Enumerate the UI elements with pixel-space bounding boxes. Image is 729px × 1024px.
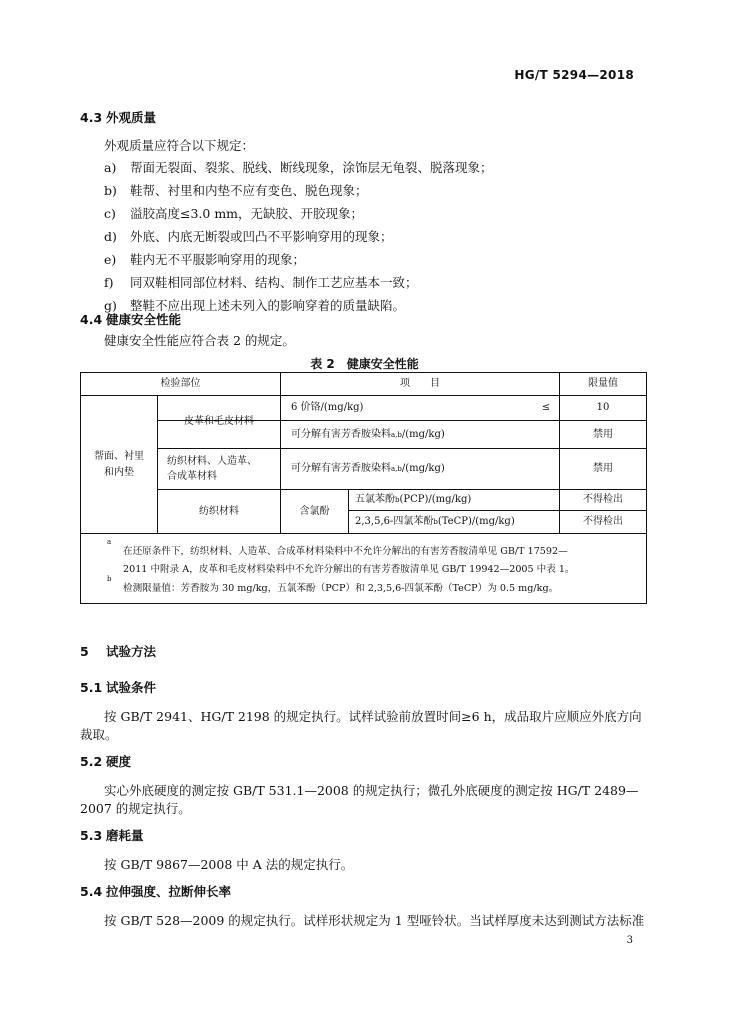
material-textile: 纺织材料 [199,505,239,517]
list-item: b) 鞋帮、衬里和内垫不应有变色、脱色现象； [104,183,368,198]
azo-item-textile: 可分解有害芳香胺染料 a,b /(mg/kg) [291,463,445,475]
table-caption: 表 2 健康安全性能 [310,357,419,371]
list-item: d) 外底、内底无断裂或凹凸不平影响穿用的现象； [104,229,393,244]
section-5-3-text: 按 GB/T 9867—2008 中 A 法的规定执行。 [104,857,354,872]
cr6-item: 6 价铬/(mg/kg) [291,402,364,414]
chlorophenol-group: 含氯酚 [299,505,330,517]
section-5-2-line2: 2007 的规定执行。 [80,801,191,816]
section-5-3-heading: 5.3 磨耗量 [80,828,144,843]
section-4-4-text: 健康安全性能应符合表 2 的规定。 [104,333,295,348]
section-4-3-intro: 外观质量应符合以下规定： [104,138,255,153]
section-5-4-heading: 5.4 拉伸强度、拉断伸长率 [80,884,232,899]
header-limit: 限量值 [588,378,618,390]
azo-limit-textile: 禁用 [593,463,613,475]
azo-limit-leather: 禁用 [593,428,613,440]
section-4-3-heading [80,108,156,126]
footnote-a-line1: 在还原条件下，纺织材料、人造革、合成革材料染料中不允许分解出的有害芳香胺清单见 GB/T 17592— [123,546,568,557]
section-4-4-heading: 4.4 健康安全性能 [80,312,182,327]
section-5-1-line2: 裁取。 [80,727,118,742]
pcp-limit: 不得检出 [583,494,623,506]
list-item: f) 同双鞋相同部位材料、结构、制作工艺应基本一致； [104,275,418,290]
header-part: 检验部位 [160,378,201,390]
material-leather: 皮革和毛皮材料 [184,416,254,428]
footnote-b-mark: b [107,574,112,583]
pcp-item: 五氯苯酚 b (PCP)/(mg/kg) [355,494,472,506]
section-5-1-line1: 按 GB/T 2941、HG/T 2198 的规定执行。试样试验前放置时间≥6 h，成品取片应顺应外底方向 [104,709,642,724]
section-5-4-text: 按 GB/T 528—2009 的规定执行。试样形状规定为 1 型哑铃状。当试样厚度未达到测试方法标准 [104,913,645,928]
standard-code: HG/T 5294—2018 [514,68,634,82]
section-number: 4.3 [80,110,103,125]
le-symbol: ≤ [541,402,551,414]
list-item: c) 溢胶高度≤3.0 mm，无缺胶、开胶现象； [104,206,364,221]
footnote-b-line: 检测限量值：芳香胺为 30 mg/kg，五氯苯酚（PCP）和 2,3,5,6-四氯苯酚（TeCP）为 0.5 mg/kg。 [123,583,559,594]
section-5-2-heading: 5.2 硬度 [80,754,132,769]
part-cell: 帮面、衬里 和内垫 [94,451,144,478]
azo-item-leather: 可分解有害芳香胺染料 a,b /(mg/kg) [291,428,445,440]
section-5-1-heading: 5.1 试验条件 [80,680,157,695]
section-title: 外观质量 [106,110,157,125]
section-5-2-line1: 实心外底硬度的测定按 GB/T 531.1—2008 的规定执行；微孔外底硬度的测定按 HG/T 2489— [104,783,639,798]
cr6-limit: 10 [596,402,610,414]
header-item: 项 目 [400,378,440,390]
list-item: e) 鞋内无不平服影响穿用的现象； [104,252,306,267]
footnote-a-line2: 2011 中附录 A，皮革和毛皮材料染料中不允许分解出的有害芳香胺清单见 GB/T 19942—2005 中表 1。 [123,564,575,575]
list-item: g) 整鞋不应出现上述未列入的影响穿着的质量缺陷。 [104,298,406,313]
material-textile-synthetic: 纺织材料、人造革、 合成革材料 [167,455,257,482]
page-number: 3 [626,935,633,946]
list-item: a) 帮面无裂面、裂浆、脱线、断线现象，涂饰层无龟裂、脱落现象； [104,160,493,175]
section-5-heading: 5 试验方法 [80,644,157,659]
tecp-limit: 不得检出 [583,516,623,528]
tecp-item: 2,3,5,6-四氯苯酚 b (TeCP)/(mg/kg) [355,516,515,528]
health-safety-table [80,372,647,604]
footnote-a-mark: a [107,537,112,546]
